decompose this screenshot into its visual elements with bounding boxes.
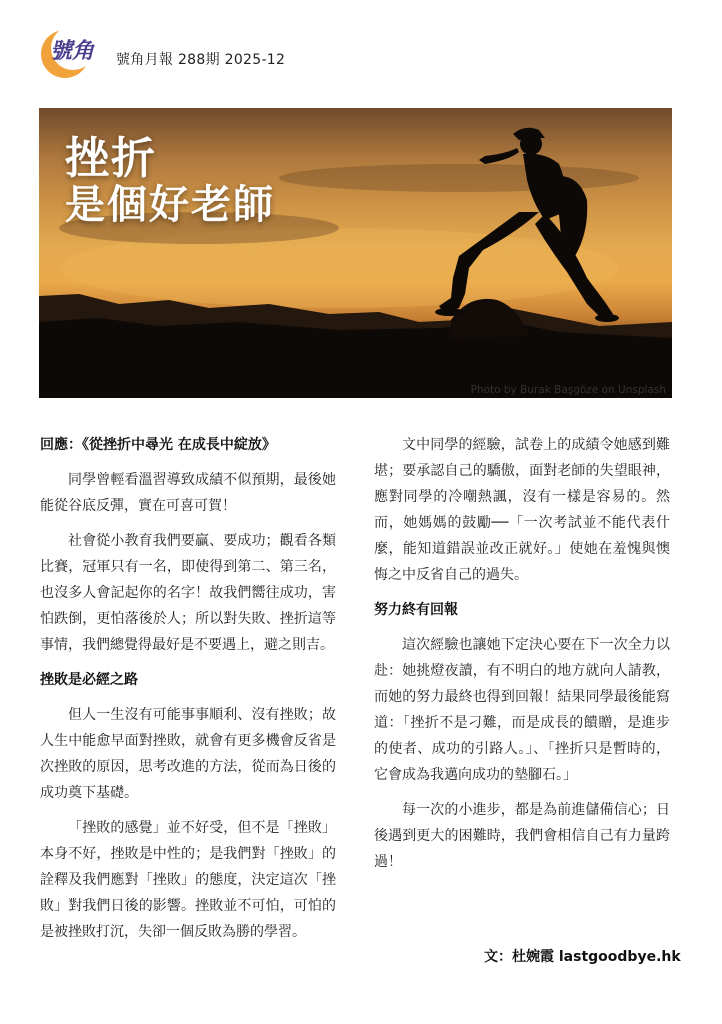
hero-title-line2: 是個好老師 [65,182,275,229]
hero-title [65,134,275,228]
hero-image [39,108,672,398]
section-heading: 努力終有回報 [374,602,458,618]
photo-credit: Photo by Burak Başgöze on Unsplash [470,384,666,396]
issue-line: 號角月報 288期 2025-12 [116,52,286,68]
article-paragraph: 同學曾輕看溫習導致成績不似預期，最後她能從谷底反彈，實在可喜可賀！ [40,472,336,514]
author-credit: 文：杜婉霞 lastgoodbye.hk [484,949,681,965]
article-heading: 回應：《從挫折中尋光 在成長中綻放》 [40,437,276,453]
article-paragraph: 「挫敗的感覺」並不好受，但不是「挫敗」本身不好，挫敗是中性的；是我們對「挫敗」的詮釋及我們應對「挫敗」的態度，決定這次「挫敗」對我們日後的影響。挫敗並不可怕，可怕的是被挫敗打沉，失卻一個反敗為勝的學習。 [40,820,336,940]
article-column-right [374,432,670,884]
section-heading: 挫敗是必經之路 [40,672,138,688]
article-column-left [40,432,336,954]
hero-title-line1: 挫折 [65,133,157,184]
logo-text: 號角 [50,38,95,64]
article-paragraph: 文中同學的經驗，試卷上的成績令她感到難堪；要承認自己的驕傲，面對老師的失望眼神，應對同學的冷嘲熱諷，沒有一樣是容易的。然而，她媽媽的鼓勵──「一次考試並不能代表什麼，能知道錯誤並改正就好。」使她在羞愧與懊悔之中反省自己的過失。 [374,437,670,583]
article-paragraph: 但人一生沒有可能事事順利、沒有挫敗；故人生中能愈早面對挫敗，就會有更多機會反省是次挫敗的原因，思考改進的方法，從而為日後的成功奠下基礎。 [40,707,336,801]
article-paragraph: 這次經驗也讓她下定決心要在下一次全力以赴：她挑燈夜讀，有不明白的地方就向人請教，而她的努力最終也得到回報！結果同學最後能寫道：「挫折不是刁難，而是成長的饋贈，是進步的使者、成功的引路人。」、「挫折只是暫時的，它會成為我邁向成功的墊腳石。」 [374,637,670,783]
magazine-logo [38,26,108,82]
article-paragraph: 社會從小教育我們要贏、要成功；觀看各類比賽，冠軍只有一名，即使得到第二、第三名，也沒多人會記起你的名字！故我們嚮往成功，害怕跌倒，更怕落後於人；所以對失敗、挫折這等事情，我們總覺得最好是不要遇上，避之則吉。 [40,533,336,653]
article-paragraph: 每一次的小進步，都是為前進儲備信心；日後遇到更大的困難時，我們會相信自己有力量跨過！ [374,802,670,870]
